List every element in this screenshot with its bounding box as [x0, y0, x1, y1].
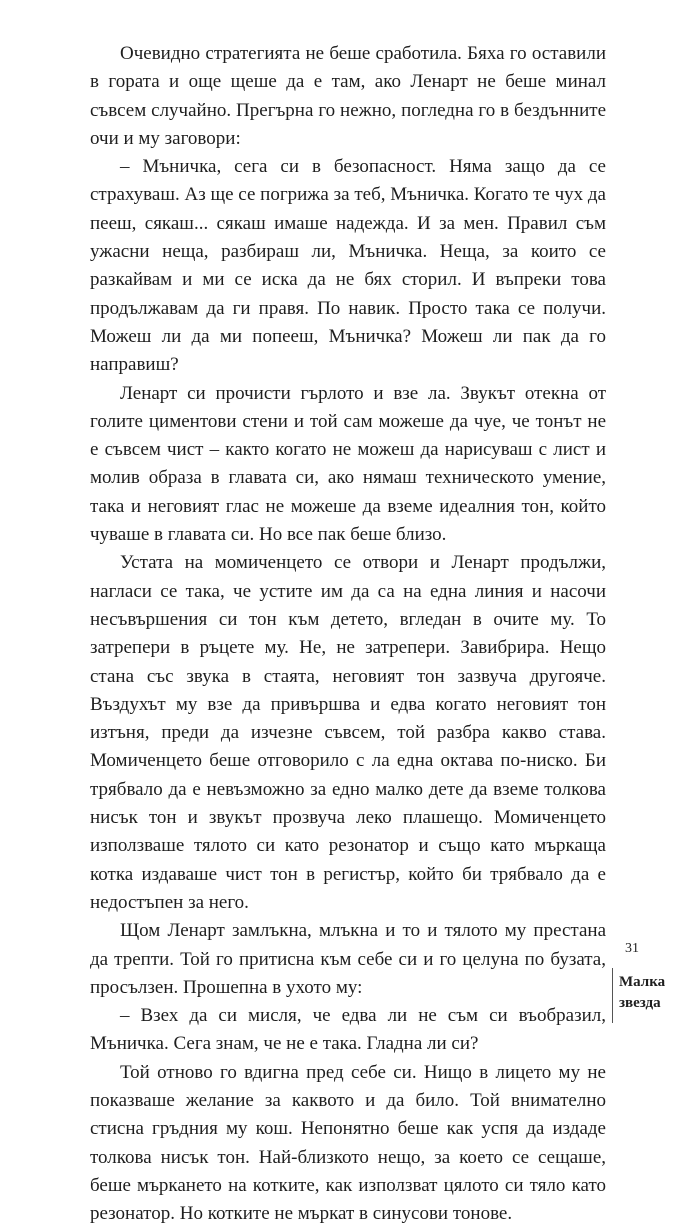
paragraph: Устата на момиченцето се отвори и Ленарт продължи, нагласи се така, че устите им да са на една линия и насочи несъвършения си тон към детето, вгледан в очите му. То затрепери в ръцете му. Не, не затрепери. Завибрира. Нещо стана със звука в стаята, неговият тон зазвуча другояче. Въздухът му взе да привършва и едва когато неговият тон изтъня, преди да изчезне съвсем, той разбра какво става. Момиченцето беше отговорило с ла една октава по-ниско. Би трябвало да е невъзможно за едно малко дете да вземе толкова нисък тон и звукът прозвуча леко плашещо. Момиченцето използваше тялото си като резонатор и също като мъркаща котка издаваше чист тон в регистър, който би трябвало да е недостъпен за него. [90, 552, 606, 913]
paragraph: Очевидно стратегията не беше сработила. Бяха го оставили в гората и още щеше да е там, ако Ленарт не беше минал съвсем случайно. Прегърна го нежно, погледна го в бездънните очи и му заговори: [90, 43, 606, 149]
margin-divider [612, 968, 613, 1023]
paragraph: Щом Ленарт замлъкна, млъкна и то и тялото му престана да трепти. Той го притисна към себе си и го целуна по бузата, просълзен. Прошепна в ухото му: [90, 920, 606, 998]
paragraph: Той отново го вдигна пред себе си. Нищо в лицето му не показваше желание за каквото и да било. Той внимателно стисна гръдния му кош. Непонятно беше как успя да издаде толкова нисък тон. Най-близкото нещо, за което се сещаше, беше мъркането на котките, как използват цялото си тяло като резонатор. Но котките не мъркат в синусови тонове. [90, 1061, 606, 1225]
paragraph: – Мъничка, сега си в безопасност. Няма защо да се страхуваш. Аз ще се погрижа за теб, Мъничка. Когато те чух да пееш, сякаш... сякаш имаше надежда. И за мен. Правил съм ужасни неща, разбираш ли, Мъничка. Неща, за които се разкайвам и ми се иска да не бях сторил. И въпреки това продължавам да ги правя. По навик. Просто така се получи. Можеш ли да ми попееш, Мъничка? Можеш ли пак да го направиш? [90, 156, 606, 376]
running-title [619, 972, 689, 1014]
paragraph: Ленарт си прочисти гърлото и взе ла. Звукът отекна от голите циментови стени и той сам можеше да чуе, че тонът не е съвсем чист – както когато не можеш да нарисуваш с лист и молив образа в главата си, ако нямаш техническото умение, така и неговият глас не можеше да вземе идеалния тон, който чуваше в главата си. Но все пак беше близо. [90, 382, 606, 546]
running-title-line: звезда [619, 995, 661, 1011]
page-body [90, 40, 606, 1228]
running-title-line: Малка [619, 974, 666, 990]
page-number: 31 [625, 941, 639, 956]
paragraph: – Взех да си мисля, че едва ли не съм си въобразил, Мъничка. Сега знам, че не е така. Гладна ли си? [90, 1005, 606, 1055]
